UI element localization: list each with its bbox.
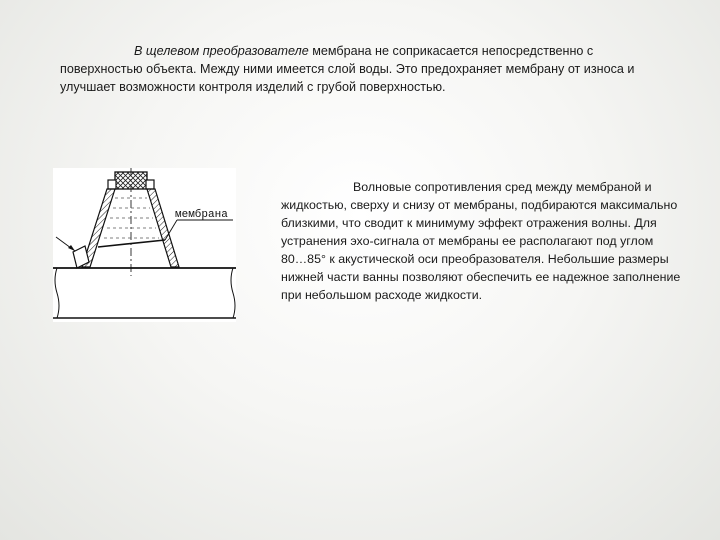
intro-text: мембрана не соприкасается непосредственно с поверхностью объекта. Между ними имеется слой воды. Это предохраняет мембрану от износа и улучшает возможности контроля изделий с грубой поверхностью. <box>60 44 635 94</box>
water-lines <box>104 198 159 238</box>
membrane-line <box>98 240 165 247</box>
impedance-paragraph: Волновые сопротивления сред между мембраной и жидкостью, сверху и снизу от мембраны, подбираются максимально близкими, что сводит к минимуму эффект отражения волны. Для устранения эхо-сигнала от мембраны ее располагают под углом 80…85° к акустической оси преобразователя. Небольшие размеры нижней части ванны позволяют обеспечить ее надежное заполнение при небольшом расходе жидкости. <box>281 180 681 302</box>
intro-italic-lead: В щелевом преобразователе <box>134 44 309 58</box>
transducer-figure <box>53 168 236 322</box>
intro-paragraph <box>60 42 670 96</box>
membrane-label: мембрана <box>175 209 228 221</box>
transducer-drawing <box>53 168 236 322</box>
